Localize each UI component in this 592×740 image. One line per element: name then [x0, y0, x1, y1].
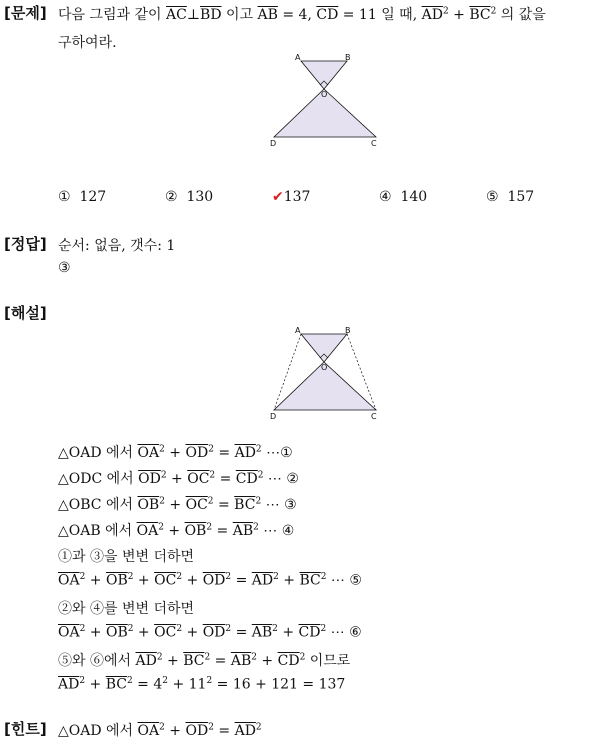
label-d: D: [270, 412, 277, 421]
text: +: [278, 572, 300, 589]
explanation-line-7: ②와 ④를 변변 더하면: [58, 601, 195, 617]
exp: 2: [208, 444, 214, 455]
choice-5[interactable]: [486, 189, 534, 205]
text: △OAB 에서: [58, 523, 137, 539]
choice-value: 157: [507, 189, 535, 205]
text: △OBC 에서: [58, 497, 138, 513]
text: = 16 + 121 = 137: [212, 676, 346, 693]
text: 이고: [221, 7, 258, 23]
problem-heading: [문제]: [4, 4, 47, 22]
seg: $\overline{OB}$: [105, 624, 128, 641]
choice-value: 137: [283, 189, 311, 205]
seg: $\overline{CD}$: [277, 653, 300, 669]
explanation-line-8: [58, 624, 362, 641]
seg-ad: $\overline{AD}$: [421, 7, 443, 23]
exp: 2: [442, 6, 449, 17]
problem-text-line2: 구하여라.: [58, 35, 117, 51]
text: △OAD 에서: [58, 445, 138, 461]
seg-ac: $\overline{AC}$: [166, 7, 187, 23]
explanation-figure: [265, 325, 385, 425]
exp: 2: [206, 522, 213, 533]
seg: $\overline{AD}$: [234, 445, 256, 461]
text: △OAD 에서: [58, 723, 138, 739]
exp: 2: [225, 572, 232, 582]
text: ⋯①: [261, 445, 293, 461]
label-c: C: [371, 412, 377, 421]
text: +: [164, 497, 186, 513]
seg: $\overline{BC}$: [183, 653, 205, 669]
seg: $\overline{OD}$: [202, 572, 226, 589]
exp: 2: [126, 676, 133, 686]
seg-bd: $\overline{BD}$: [200, 7, 222, 23]
explanation-line-10: [58, 676, 345, 693]
text: +: [164, 445, 186, 461]
seg: $\overline{OD}$: [185, 723, 209, 739]
text: ⑤와 ⑥에서: [58, 653, 136, 669]
choice-value: 140: [400, 189, 428, 205]
text: +: [85, 572, 106, 589]
label-b: B: [345, 326, 351, 335]
choice-1[interactable]: [58, 189, 106, 205]
label-o: O: [321, 363, 328, 372]
seg: $\overline{BC}$: [234, 497, 256, 513]
problem-text-line1: [58, 4, 546, 24]
exp: 2: [159, 444, 165, 455]
answer-heading: [정답]: [4, 235, 47, 253]
text: + 11: [168, 676, 207, 693]
explanation-line-6: [58, 572, 362, 589]
seg: $\overline{OA}$: [58, 572, 80, 589]
exp: 2: [127, 572, 134, 582]
seg: $\overline{OA}$: [136, 523, 159, 539]
text: +: [182, 624, 203, 641]
explanation-heading: [해설]: [4, 304, 47, 322]
exp: 2: [257, 470, 264, 481]
choice-number: ⑤: [486, 189, 499, 205]
text: +: [85, 624, 106, 641]
seg: $\overline{AB}$: [251, 624, 273, 641]
text: =: [210, 653, 231, 669]
exp: 2: [159, 496, 165, 507]
text: ⋯ ②: [263, 471, 299, 487]
choice-3[interactable]: [272, 189, 310, 205]
seg: $\overline{AD}$: [234, 723, 256, 739]
hint-line: [58, 720, 262, 740]
exp: 2: [204, 652, 211, 663]
exp: 2: [320, 572, 327, 582]
seg: $\overline{OB}$: [184, 523, 207, 539]
text: =: [213, 445, 235, 461]
exp: 2: [255, 444, 262, 455]
seg: $\overline{AB}$: [230, 653, 252, 669]
seg: $\overline{AB}$: [232, 523, 254, 539]
exp: 2: [158, 522, 164, 533]
seg-bc: $\overline{BC}$: [469, 7, 491, 23]
label-a: A: [295, 326, 301, 335]
seg: $\overline{OA}$: [137, 723, 160, 739]
exp: 2: [206, 676, 213, 686]
seg-ab: $\overline{AB}$: [257, 7, 278, 23]
seg: $\overline{OD}$: [185, 445, 209, 461]
text: +: [256, 653, 278, 669]
exp: 2: [156, 652, 163, 663]
check-icon: ✔: [272, 189, 284, 205]
text: =: [213, 723, 235, 739]
seg-cd: $\overline{CD}$: [316, 7, 339, 23]
exp: 2: [209, 470, 216, 481]
problem-figure: [265, 52, 385, 152]
choice-2[interactable]: [165, 189, 213, 205]
text: +: [85, 676, 106, 693]
exp: 2: [176, 572, 183, 582]
seg: $\overline{BC}$: [299, 572, 321, 589]
text: +: [166, 471, 188, 487]
text: = 4,: [277, 7, 317, 23]
triangle-oab: [301, 61, 347, 89]
seg: $\overline{OC}$: [154, 572, 177, 589]
text: ⋯ ⑤: [326, 572, 362, 589]
hint-heading: [힌트]: [4, 720, 47, 738]
seg: $\overline{OD}$: [138, 471, 161, 487]
explanation-line-1: [58, 442, 293, 462]
text: +: [133, 624, 155, 641]
explanation-line-9: [58, 650, 350, 670]
exp: 2: [207, 496, 214, 507]
exp: 2: [320, 624, 327, 634]
text: 의 값을: [496, 7, 546, 23]
exp: 2: [79, 676, 86, 686]
seg: $\overline{CD}$: [235, 471, 258, 487]
seg: $\overline{AD}$: [58, 676, 80, 693]
exp: 2: [251, 652, 257, 663]
text: = 11 일 때,: [338, 7, 422, 23]
text: 이므로: [305, 653, 351, 669]
text: ⋯ ③: [261, 497, 297, 513]
exp: 2: [160, 470, 167, 481]
seg: $\overline{OA}$: [58, 624, 80, 641]
label-d: D: [270, 139, 277, 148]
text: ⋯ ④: [258, 523, 295, 539]
label-o: O: [321, 90, 328, 99]
text: =: [215, 471, 236, 487]
seg: $\overline{OC}$: [187, 471, 210, 487]
exp: 2: [273, 572, 279, 582]
seg: $\overline{OD}$: [202, 624, 226, 641]
text: =: [212, 523, 233, 539]
exp: 2: [299, 652, 306, 663]
choice-number: ①: [58, 189, 71, 205]
exp: 2: [176, 624, 183, 634]
label-c: C: [371, 139, 377, 148]
exp: 2: [255, 496, 262, 507]
answer-line2: ③: [58, 260, 71, 276]
triangle-oab: [301, 334, 347, 362]
answer-line1: 순서: 없음, 갯수: 1: [58, 238, 176, 254]
text: +: [133, 572, 155, 589]
text: +: [182, 572, 203, 589]
text: ⋯ ⑥: [326, 624, 362, 641]
choice-4[interactable]: [379, 189, 427, 205]
text: △ODC 에서: [58, 471, 139, 487]
seg: $\overline{OC}$: [185, 497, 208, 513]
explanation-line-2: [58, 468, 299, 488]
perp-symbol: ⊥: [186, 7, 201, 23]
explanation-line-3: [58, 494, 297, 514]
choice-number: ②: [165, 189, 178, 205]
exp: 2: [162, 676, 168, 686]
label-b: B: [345, 53, 351, 62]
exp: 2: [253, 522, 259, 533]
exp: 2: [79, 572, 86, 582]
seg: $\overline{BC}$: [105, 676, 127, 693]
text: +: [448, 7, 470, 23]
text: =: [213, 497, 235, 513]
exp: 2: [272, 624, 278, 634]
explanation-line-4: [58, 520, 294, 540]
choice-value: 127: [79, 189, 107, 205]
exp: 2: [159, 722, 165, 733]
seg: $\overline{OA}$: [137, 445, 160, 461]
exp: 2: [255, 722, 262, 733]
choice-value: 130: [186, 189, 214, 205]
exp: 2: [225, 624, 232, 634]
seg: $\overline{OB}$: [137, 497, 160, 513]
label-a: A: [295, 53, 301, 62]
text: =: [231, 624, 252, 641]
choice-number: ④: [379, 189, 392, 205]
exp: 2: [127, 624, 134, 634]
text: +: [277, 624, 299, 641]
seg: $\overline{AD}$: [251, 572, 274, 589]
text: =: [231, 572, 252, 589]
seg: $\overline{AD}$: [135, 653, 157, 669]
text: 다음 그림과 같이: [58, 7, 167, 23]
seg: $\overline{OB}$: [105, 572, 128, 589]
explanation-line-5: ①과 ③을 변변 더하면: [58, 549, 195, 565]
seg: $\overline{OC}$: [154, 624, 177, 641]
seg: $\overline{CD}$: [298, 624, 321, 641]
text: +: [163, 523, 185, 539]
exp: 2: [490, 6, 497, 17]
text: +: [162, 653, 184, 669]
exp: 2: [208, 722, 214, 733]
exp: 2: [79, 624, 86, 634]
text: = 4: [132, 676, 163, 693]
text: +: [164, 723, 186, 739]
